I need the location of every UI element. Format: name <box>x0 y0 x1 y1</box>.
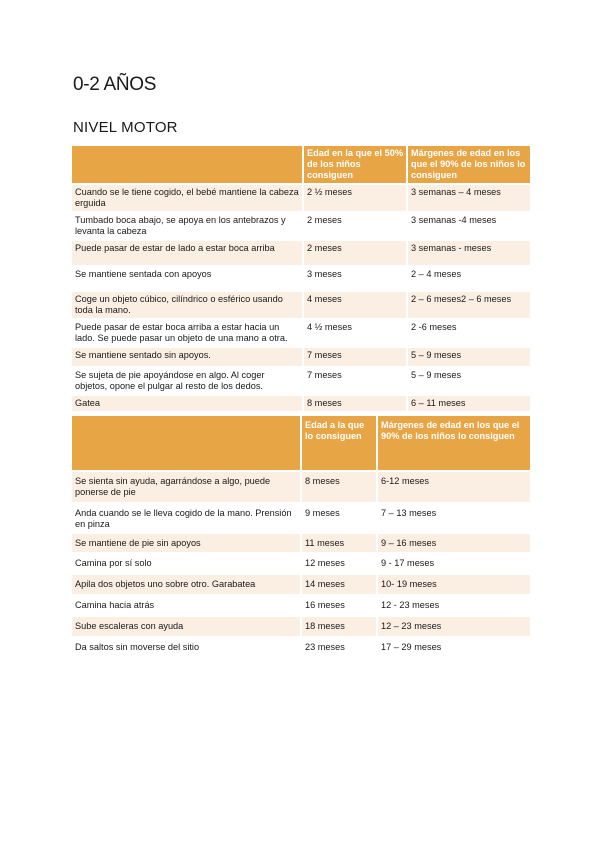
age-cell: 9 meses <box>300 504 376 532</box>
table-row <box>72 267 530 290</box>
table-row <box>72 348 530 366</box>
age-cell: 14 meses <box>300 575 376 594</box>
section-heading: NIVEL MOTOR <box>73 119 178 136</box>
table-row <box>72 472 530 502</box>
table-row <box>72 320 530 346</box>
age-cell: 7 meses <box>302 368 406 394</box>
header-cell: Márgenes de edad en los que el 90% de los niños lo consiguen <box>376 416 530 470</box>
milestone-cell: Se mantiene sentado sin apoyos. <box>72 348 302 366</box>
table-row <box>72 617 530 636</box>
range-cell: 12 - 23 meses <box>376 596 530 615</box>
range-cell: 7 – 13 meses <box>376 504 530 532</box>
range-cell: 12 – 23 meses <box>376 617 530 636</box>
table-row <box>72 575 530 594</box>
age-cell: 18 meses <box>300 617 376 636</box>
table-header-row <box>72 146 530 183</box>
age-cell: 23 meses <box>300 638 376 657</box>
range-cell: 10- 19 meses <box>376 575 530 594</box>
age-cell: 3 meses <box>302 267 406 290</box>
table-header-row <box>72 416 530 470</box>
age-cell: 8 meses <box>302 396 406 411</box>
age-cell: 7 meses <box>302 348 406 366</box>
table-row <box>72 368 530 394</box>
milestone-cell: Tumbado boca abajo, se apoya en los antebrazos y levanta la cabeza <box>72 213 302 239</box>
milestone-cell: Sube escaleras con ayuda <box>72 617 300 636</box>
range-cell: 2 -6 meses <box>406 320 530 346</box>
header-cell: Edad a la que lo consiguen <box>300 416 376 470</box>
milestone-cell: Coge un objeto cúbico, cilíndrico o esférico usando toda la mano. <box>72 292 302 318</box>
age-cell: 4 meses <box>302 292 406 318</box>
milestone-cell: Camina por sí solo <box>72 554 300 573</box>
page-title: 0-2 AÑOS <box>73 74 157 95</box>
range-cell: 9 – 16 meses <box>376 534 530 552</box>
table-row <box>72 292 530 318</box>
age-cell: 4 ½ meses <box>302 320 406 346</box>
table-row <box>72 396 530 411</box>
milestone-cell: Apila dos objetos uno sobre otro. Garabatea <box>72 575 300 594</box>
milestone-cell: Anda cuando se le lleva cogido de la mano. Prensión en pinza <box>72 504 300 532</box>
age-cell: 2 ½ meses <box>302 185 406 211</box>
age-cell: 11 meses <box>300 534 376 552</box>
range-cell: 9 - 17 meses <box>376 554 530 573</box>
range-cell: 3 semanas – 4 meses <box>406 185 530 211</box>
motor-milestones-table-1 <box>72 144 530 413</box>
range-cell: 6 – 11 meses <box>406 396 530 411</box>
age-cell: 2 meses <box>302 213 406 239</box>
table-row <box>72 638 530 657</box>
header-cell <box>72 146 302 183</box>
milestone-cell: Camina hacia atrás <box>72 596 300 615</box>
milestone-cell: Gatea <box>72 396 302 411</box>
range-cell: 5 – 9 meses <box>406 368 530 394</box>
table-row <box>72 241 530 265</box>
table-row <box>72 185 530 211</box>
range-cell: 2 – 6 meses2 – 6 meses <box>406 292 530 318</box>
age-cell: 2 meses <box>302 241 406 265</box>
table-row <box>72 596 530 615</box>
range-cell: 17 – 29 meses <box>376 638 530 657</box>
milestone-cell: Puede pasar de estar boca arriba a estar hacia un lado. Se puede pasar un objeto de una mano a otra. <box>72 320 302 346</box>
age-cell: 12 meses <box>300 554 376 573</box>
range-cell: 2 – 4 meses <box>406 267 530 290</box>
milestone-cell: Puede pasar de estar de lado a estar boca arriba <box>72 241 302 265</box>
milestone-cell: Da saltos sin moverse del sitio <box>72 638 300 657</box>
header-cell: Márgenes de edad en los que el 90% de los niños lo consiguen <box>406 146 530 183</box>
milestone-cell: Se mantiene de pie sin apoyos <box>72 534 300 552</box>
milestone-cell: Se sujeta de pie apoyándose en algo. Al coger objetos, opone el pulgar al resto de los dedos. <box>72 368 302 394</box>
range-cell: 3 semanas -4 meses <box>406 213 530 239</box>
milestone-cell: Cuando se le tiene cogido, el bebé mantiene la cabeza erguida <box>72 185 302 211</box>
range-cell: 5 – 9 meses <box>406 348 530 366</box>
table-row <box>72 213 530 239</box>
age-cell: 16 meses <box>300 596 376 615</box>
age-cell: 8 meses <box>300 472 376 502</box>
table-row <box>72 504 530 532</box>
table-row <box>72 534 530 552</box>
header-cell: Edad en la que el 50% de los niños consiguen <box>302 146 406 183</box>
range-cell: 6-12 meses <box>376 472 530 502</box>
header-cell <box>72 416 300 470</box>
motor-milestones-table-2 <box>72 414 530 659</box>
milestone-cell: Se mantiene sentada con apoyos <box>72 267 302 290</box>
table-row <box>72 554 530 573</box>
range-cell: 3 semanas - meses <box>406 241 530 265</box>
milestone-cell: Se sienta sin ayuda, agarrándose a algo, puede ponerse de pie <box>72 472 300 502</box>
